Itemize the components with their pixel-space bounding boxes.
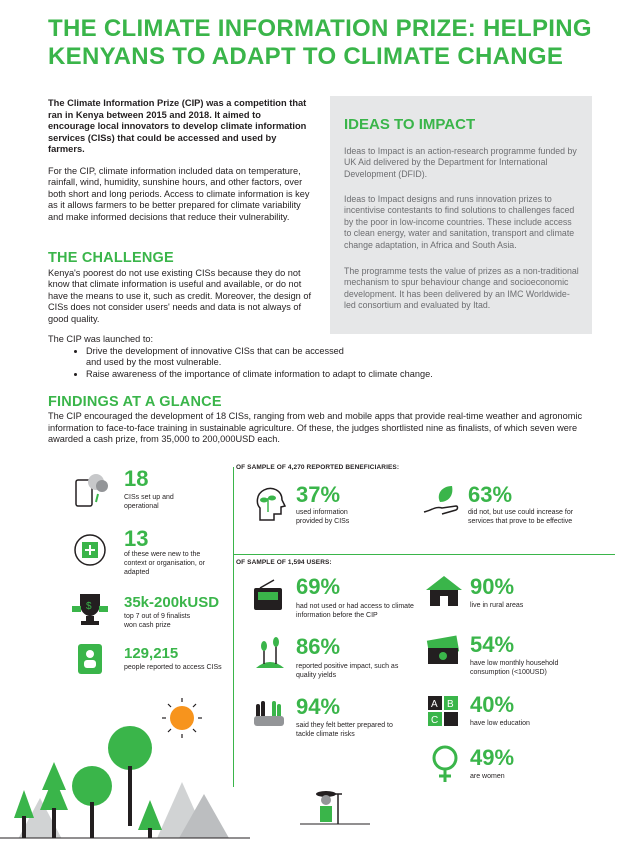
stat-value: 49%	[470, 745, 515, 770]
sidebar-paragraph: The programme tests the value of prizes as a non-traditional mechanism to spur behaviour change and socioeconomic development. It has been delivered by an IMC Worldwide-led consortium and evaluated by Itad.	[344, 266, 579, 311]
stat-label: are women	[470, 773, 505, 780]
stat-value: 86%	[296, 634, 341, 659]
plus-bulb-icon	[72, 530, 108, 570]
stat-value: 13	[124, 526, 149, 551]
sidebar-paragraph: Ideas to Impact designs and runs innovation prizes to incentivise contestants to find solutions to challenges faced by the poor in low-income countries. These include access to clean energy, water and sanitation, transport and climate change adaptation, in Africa and South Asia.	[344, 194, 575, 250]
mobile-people-icon	[76, 642, 106, 676]
stat-label: used information provided by CISs	[296, 509, 350, 525]
challenge-paragraph: Kenya's poorest do not use existing CISs because they do not know that climate information is useful and available, or do not have the means to use it, such as credit. Moreover, the design of CISs does not consider users' needs and data is not always of good quality.	[48, 268, 312, 324]
stat-label: people reported to access CISs	[124, 664, 222, 671]
crop-icon	[252, 636, 288, 670]
abc-blocks-icon	[426, 694, 462, 728]
intro-paragraph: The Climate Information Prize (CIP) was a competition that ran in Kenya between 2015 and 2018. It aimed to encourage local innovators to develop climate information services (CISs) that could be accessed and used by farmers.	[48, 98, 307, 155]
sidebar-heading: IDEAS TO IMPACT	[344, 116, 476, 133]
stat-label: had not used or had access to climate information before the CIP	[296, 603, 414, 619]
climate-info-paragraph: For the CIP, climate information included data on temperature, rainfall, wind, humidity, sunshine hours, and other factors, over both short and long periods. Access to climate information is key as it allows farmers to be better prepared for climate variability and make informed decisions that reduce their vulnerability.	[48, 166, 310, 222]
page-title: THE CLIMATE INFORMATION PRIZE: HELPING KENYANS TO ADAPT TO CLIMATE CHANGE	[48, 15, 592, 70]
stat-value: 90%	[470, 574, 515, 599]
stat-label: have low education	[470, 720, 530, 727]
stat-value: 69%	[296, 574, 341, 599]
stat-value: 35k-200kUSD	[124, 594, 220, 611]
bullet-item: • Drive the development of innovative CISs that can be accessed and used by the most vulnerable.	[86, 346, 631, 369]
svg-text:B: B	[447, 699, 454, 710]
stat-label: did not, but use could increase for services that prove to be effective	[468, 509, 574, 525]
stat-value: 18	[124, 466, 149, 491]
launch-intro: The CIP was launched to:	[48, 334, 154, 344]
radio-icon	[252, 578, 288, 612]
stat-label: reported positive impact, such as quality yields	[296, 663, 399, 679]
landscape-illustration	[0, 690, 250, 854]
svg-text:A: A	[431, 699, 438, 710]
stat-label: of these were new to the context or organisation, or adapted	[124, 551, 205, 576]
phone-cloud-icon	[72, 470, 108, 510]
stat-value: 37%	[296, 482, 341, 507]
ideas-to-impact-box	[330, 96, 592, 334]
female-icon	[430, 744, 460, 784]
farmer-illustration	[300, 784, 370, 854]
stat-label: have low monthly household consumption (<100USD)	[470, 660, 559, 676]
house-icon	[424, 574, 464, 608]
divider-horizontal	[233, 554, 615, 555]
stat-label: live in rural areas	[470, 602, 524, 609]
launch-bullets	[48, 346, 631, 380]
trophy-money-icon	[70, 590, 110, 630]
svg-text:C: C	[431, 715, 439, 726]
money-icon	[424, 634, 464, 668]
bullet-item: • Raise awareness of the importance of climate information to adapt to climate change.	[86, 369, 631, 380]
stat-value: 129,215	[124, 645, 179, 662]
users-label: OF SAMPLE OF 1,594 USERS:	[236, 559, 332, 566]
challenge-heading: THE CHALLENGE	[48, 250, 174, 266]
stat-value: 54%	[470, 632, 515, 657]
sidebar-paragraph: Ideas to Impact is an action-research programme funded by UK Aid delivered by the Department for International Development (DFID).	[344, 146, 577, 179]
stat-value: 94%	[296, 694, 341, 719]
findings-heading: FINDINGS AT A GLANCE	[48, 394, 222, 410]
hand-leaf-icon	[422, 484, 462, 520]
svg-text:$: $	[86, 601, 92, 612]
stat-value: 40%	[470, 692, 515, 717]
head-plant-icon	[254, 486, 288, 522]
stat-label: top 7 out of 9 finalists won cash prize	[124, 613, 191, 629]
findings-paragraph: The CIP encouraged the development of 18 CISs, ranging from web and mobile apps that provide real-time weather and agronomic information to face-to-face training in sustainable agriculture. Of these, the judges shortlisted nine as finalists, of which seven were awarded a cash prize, from 35,000 to 200,000USD each.	[48, 411, 583, 445]
stat-label: said they felt better prepared to tackle climate risks	[296, 722, 393, 738]
beneficiaries-label: OF SAMPLE OF 4,270 REPORTED BENEFICIARIES:	[236, 464, 400, 471]
hands-icon	[250, 696, 290, 730]
stat-value: 63%	[468, 482, 513, 507]
stat-label: CISs set up and operational	[124, 494, 174, 510]
